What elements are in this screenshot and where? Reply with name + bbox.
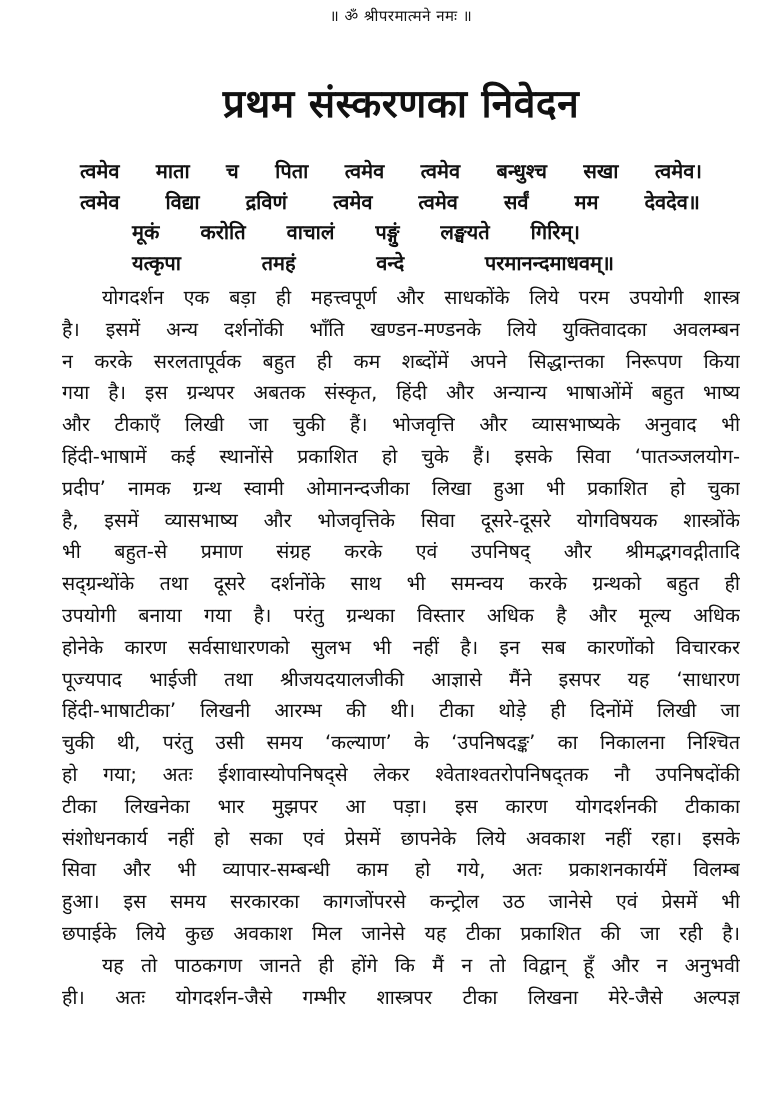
body-text-line: संशोधनकार्य नहीं हो सका एवं प्रेसमें छापनेके लिये अवकाश नहीं रहा। इसके: [62, 826, 740, 850]
verse-line: [62, 248, 740, 279]
verse-line: [62, 187, 740, 218]
verse-word: देवदेव॥: [644, 189, 700, 214]
body-text-line: है। इसमें अन्य दर्शनोंकी भाँति खण्डन-मण्डनके लिये युक्तिवादका अवलम्बन: [62, 317, 740, 341]
verse-word: मूकं: [132, 220, 160, 244]
verse-word: त्वमेव।: [654, 159, 702, 183]
body-text-line: भी बहुत-से प्रमाण संग्रह करके एवं उपनिषद् और श्रीमद्भगवद्गीतादि: [62, 540, 740, 564]
verse-word: विद्या: [165, 189, 200, 214]
body-text-line: चुकी थी, परंतु उसी समय ‘कल्याण’ के ‘उपनिषदङ्क’ का निकालना निश्चित: [62, 731, 740, 755]
verse-word: त्वमेव: [418, 189, 458, 214]
verse-word: पङ्गुं: [375, 220, 400, 244]
verse-word: गिरिम्।: [530, 220, 580, 244]
body-text-line: प्रदीप’ नामक ग्रन्थ स्वामी ओमानन्दजीका लिखा हुआ भी प्रकाशित हो चुका: [62, 476, 740, 500]
verse-word: च: [226, 159, 239, 183]
preface-body: [62, 282, 740, 1013]
body-text-line: हुआ। इस समय सरकारका कागजोंपरसे कन्ट्रोल उठ जानेसे एवं प्रेसमें भी: [62, 890, 740, 914]
body-text-line: गया है। इस ग्रन्थपर अबतक संस्कृत, हिंदी और अन्यान्य भाषाओंमें बहुत भाष्य: [62, 381, 740, 405]
body-text-line: न करके सरलतापूर्वक बहुत ही कम शब्दोंमें अपने सिद्धान्तका निरूपण किया: [62, 349, 740, 373]
body-text-line: सिवा और भी व्यापार-सम्बन्धी काम हो गये, अतः प्रकाशनकार्यमें विलम्ब: [62, 858, 740, 882]
body-text-line: ही। अतः योगदर्शन-जैसे गम्भीर शास्त्रपर टीका लिखना मेरे-जैसे अल्पज्ञ: [62, 985, 740, 1009]
verse-word: वाचालं: [286, 220, 335, 244]
body-text-line: और टीकाएँ लिखी जा चुकी हैं। भोजवृत्ति और व्यासभाष्यके अनुवाद भी: [62, 413, 740, 437]
verse-word: लङ्घयते: [440, 220, 490, 244]
body-text-line: हिंदी-भाषामें कई स्थानोंसे प्रकाशित हो चुके हैं। इसके सिवा ‘पातञ्जलयोग-: [62, 444, 740, 468]
verse-word: त्वमेव: [80, 189, 120, 214]
verse-word: वन्दे: [376, 250, 405, 275]
verse-word: यत्कृपा: [132, 250, 181, 275]
verse-line: [62, 156, 740, 187]
body-text-line: योगदर्शन एक बड़ा ही महत्त्वपूर्ण और साधकोंके लिये परम उपयोगी शास्त्र: [102, 286, 740, 309]
verse-word: तमहं: [261, 250, 296, 275]
verse-word: सर्वं: [503, 189, 529, 214]
verse-word: त्वमेव: [332, 189, 373, 214]
body-text-line: टीका लिखनेका भार मुझपर आ पड़ा। इस कारण योगदर्शनकी टीकाका: [62, 794, 740, 818]
body-text-line: यह तो पाठकगण जानते ही होंगे कि मैं न तो विद्वान् हूँ और न अनुभवी: [102, 953, 740, 977]
body-text-line: छपाईके लिये कुछ अवकाश मिल जानेसे यह टीका प्रकाशित की जा रही है।: [62, 921, 740, 945]
verse-word: माता: [155, 159, 190, 183]
body-text-line: उपयोगी बनाया गया है। परंतु ग्रन्थका विस्तार अधिक है और मूल्य अधिक: [62, 603, 740, 627]
verse-word: बन्धुश्च: [496, 159, 547, 183]
verse-word: पिता: [275, 159, 309, 183]
verse-word: त्वमेव: [420, 159, 461, 183]
verse-word: द्रविणं: [245, 189, 287, 214]
body-text-line: होनेके कारण सर्वसाधारणको सुलभ भी नहीं है। इन सब कारणोंको विचारकर: [62, 635, 740, 659]
verse-word: त्वमेव: [80, 159, 120, 183]
page-title: प्रथम संस्करणका निवेदन: [222, 82, 580, 127]
body-text-line: पूज्यपाद भाईजी तथा श्रीजयदयालजीकी आज्ञासे मैंने इसपर यह ‘साधारण: [62, 667, 740, 691]
body-text-line: है, इसमें व्यासभाष्य और भोजवृत्तिके सिवा दूसरे-दूसरे योगविषयक शास्त्रोंके: [62, 508, 740, 532]
invocation-line: ॥ ॐ श्रीपरमात्मने नमः ॥: [329, 7, 473, 25]
verse-line: [62, 217, 740, 248]
body-text-line: सद्ग्रन्थोंके तथा दूसरे दर्शनोंके साथ भी समन्वय करके ग्रन्थको बहुत ही: [62, 572, 740, 596]
body-text-line: हिंदी-भाषाटीका’ लिखनी आरम्भ की थी। टीका थोड़े ही दिनोंमें लिखी जा: [62, 699, 740, 723]
verse-word: सखा: [583, 159, 619, 183]
verse-word: मम: [574, 189, 599, 214]
verse-word: परमानन्दमाधवम्॥: [484, 250, 614, 275]
verse-word: त्वमेव: [344, 159, 385, 183]
opening-verse: [62, 156, 740, 278]
verse-word: करोति: [200, 220, 246, 244]
body-text-line: हो गया; अतः ईशावास्योपनिषद्से लेकर श्वेताश्वतरोपनिषद्तक नौ उपनिषदोंकी: [62, 762, 740, 786]
